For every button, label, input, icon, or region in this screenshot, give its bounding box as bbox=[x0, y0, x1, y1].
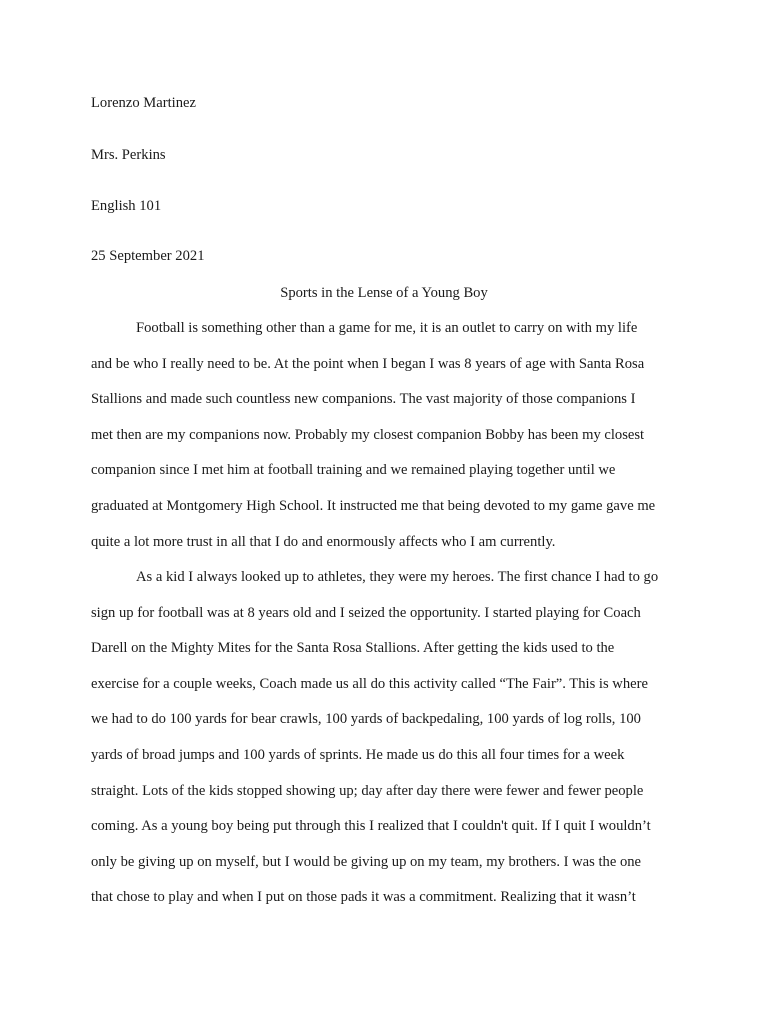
paragraph-line: graduated at Montgomery High School. It instructed me that being devoted to my game gave me bbox=[91, 497, 656, 514]
paragraph-line: quite a lot more trust in all that I do and enormously affects who I am currently. bbox=[91, 533, 556, 550]
paragraph-line: that chose to play and when I put on those pads it was a commitment. Realizing that it wasn’t bbox=[91, 889, 636, 906]
paragraph-line: only be giving up on myself, but I would be giving up on my team, my brothers. I was the one bbox=[91, 853, 642, 870]
instructor-name: Mrs. Perkins bbox=[91, 147, 166, 163]
paragraph-line: met then are my companions now. Probably my closest companion Bobby has been my closest bbox=[91, 426, 645, 443]
author-name: Lorenzo Martinez bbox=[91, 95, 196, 111]
essay-date: 25 September 2021 bbox=[91, 248, 205, 264]
paragraph-line: exercise for a couple weeks, Coach made us all do this activity called “The Fair”. This is where bbox=[91, 675, 648, 692]
paragraph-line: companion since I met him at football training and we remained playing together until we bbox=[91, 462, 616, 479]
paragraph-line: As a kid I always looked up to athletes, they were my heroes. The first chance I had to go bbox=[136, 569, 659, 585]
paragraph-line: Stallions and made such countless new companions. The vast majority of those companions I bbox=[91, 391, 636, 408]
paragraph-line: yards of broad jumps and 100 yards of sprints. He made us do this all four times for a week bbox=[91, 746, 625, 763]
paragraph-line: Football is something other than a game for me, it is an outlet to carry on with my life bbox=[136, 320, 638, 336]
course-name: English 101 bbox=[91, 198, 162, 214]
paragraph-line: coming. As a young boy being put through this I realized that I couldn't quit. If I quit I wouldn’t bbox=[91, 818, 651, 835]
paragraph-line: we had to do 100 yards for bear crawls, 100 yards of backpedaling, 100 yards of log rolls, 100 bbox=[91, 711, 641, 728]
paragraph-line: and be who I really need to be. At the point when I began I was 8 years of age with Santa Rosa bbox=[91, 355, 645, 372]
paragraph-line: straight. Lots of the kids stopped showing up; day after day there were fewer and fewer people bbox=[91, 782, 644, 799]
paragraph-line: Darell on the Mighty Mites for the Santa Rosa Stallions. After getting the kids used to the bbox=[91, 640, 615, 657]
paragraph-2 bbox=[91, 568, 681, 924]
essay-title: Sports in the Lense of a Young Boy bbox=[280, 285, 488, 301]
paragraph-line: sign up for football was at 8 years old and I seized the opportunity. I started playing for Coach bbox=[91, 604, 641, 621]
paragraph-1 bbox=[91, 319, 681, 568]
